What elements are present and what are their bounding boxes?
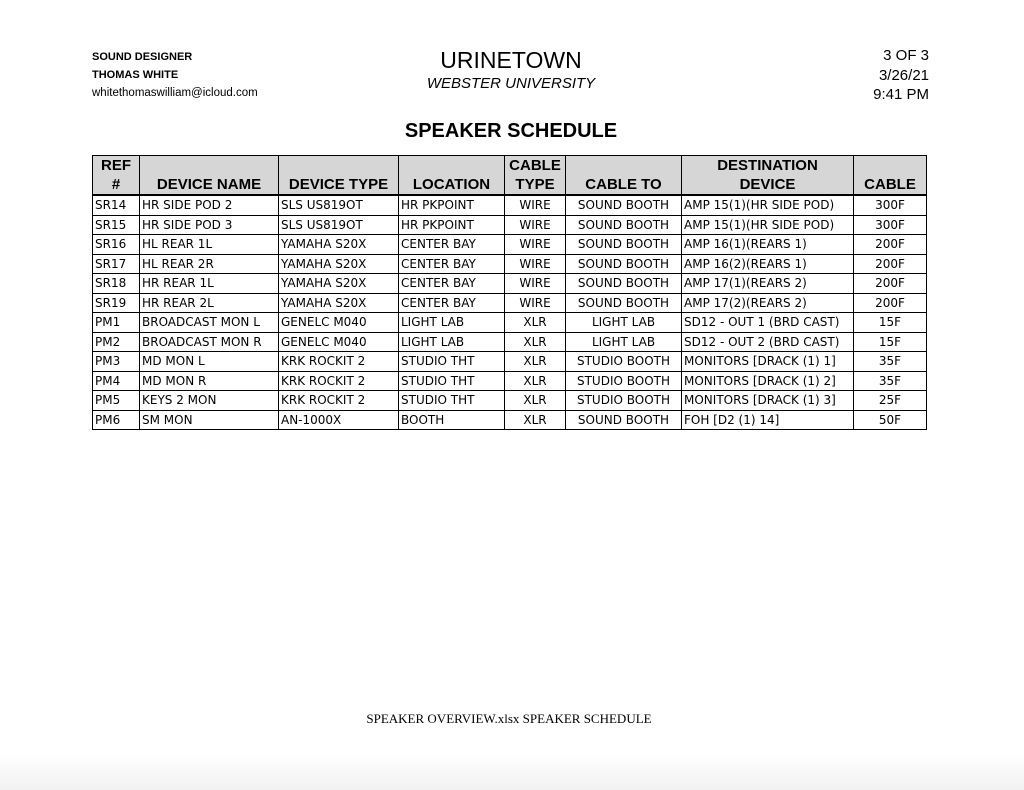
- col-ref-cell: SR18: [93, 274, 140, 294]
- col-device-name-header-line2: DEVICE NAME: [156, 176, 262, 193]
- col-cable-to-cell: SOUND BOOTH: [566, 195, 682, 215]
- col-device-type-cell: KRK ROCKIT 2: [279, 391, 399, 411]
- col-device-name-cell: HR SIDE POD 2: [140, 195, 279, 215]
- col-cable-type-cell: WIRE: [505, 293, 566, 313]
- table-row: [93, 332, 927, 352]
- table-row: [93, 293, 927, 313]
- col-device-type-cell: SLS US819OT: [279, 195, 399, 215]
- col-cable-type-cell: WIRE: [505, 215, 566, 235]
- col-cable-type-cell: XLR: [505, 313, 566, 333]
- col-location-cell: STUDIO THT: [399, 371, 505, 391]
- col-device-name-cell: HL REAR 1L: [140, 235, 279, 255]
- table-row: [93, 391, 927, 411]
- col-destination-device-cell: AMP 15(1)(HR SIDE POD): [682, 215, 854, 235]
- col-ref-cell: PM3: [93, 352, 140, 372]
- col-cable-to-cell: SOUND BOOTH: [566, 235, 682, 255]
- col-destination-device-cell: AMP 17(1)(REARS 2): [682, 274, 854, 294]
- col-destination-device-cell: MONITORS [DRACK (1) 1]: [682, 352, 854, 372]
- page-number: 3 OF 3: [883, 47, 929, 64]
- col-device-name-cell: HR REAR 2L: [140, 293, 279, 313]
- show-title-block: [380, 45, 642, 93]
- col-cable-type-cell: XLR: [505, 332, 566, 352]
- col-location-cell: HR PKPOINT: [399, 195, 505, 215]
- designer-role: SOUND DESIGNER: [92, 51, 193, 63]
- col-device-name-header-line1: [142, 156, 276, 175]
- col-device-name-header: [140, 156, 279, 196]
- col-cable-type-cell: WIRE: [505, 195, 566, 215]
- col-destination-device-cell: AMP 16(1)(REARS 1): [682, 235, 854, 255]
- col-location-cell: CENTER BAY: [399, 235, 505, 255]
- col-device-type-cell: SLS US819OT: [279, 215, 399, 235]
- speaker-schedule-table: [92, 155, 927, 430]
- col-destination-device-header: [682, 156, 854, 196]
- col-cable-to-cell: SOUND BOOTH: [566, 293, 682, 313]
- page-meta: [873, 46, 929, 105]
- col-destination-device-cell: SD12 - OUT 2 (BRD CAST): [682, 332, 854, 352]
- col-device-name-cell: HR SIDE POD 3: [140, 215, 279, 235]
- col-device-type-header-line1: [281, 156, 396, 175]
- col-location-header-line1: [401, 156, 502, 175]
- col-ref-cell: SR16: [93, 235, 140, 255]
- col-device-name-cell: SM MON: [140, 410, 279, 430]
- venue-name: WEBSTER UNIVERSITY: [426, 75, 596, 92]
- col-ref-cell: PM6: [93, 410, 140, 430]
- col-device-name-cell: HR REAR 1L: [140, 274, 279, 294]
- table-row: [93, 274, 927, 294]
- col-device-name-cell: BROADCAST MON R: [140, 332, 279, 352]
- col-device-name-cell: HL REAR 2R: [140, 254, 279, 274]
- col-device-name-cell: BROADCAST MON L: [140, 313, 279, 333]
- col-cable-type-header-line2: TYPE: [515, 176, 555, 193]
- col-device-type-cell: YAMAHA S20X: [279, 254, 399, 274]
- col-destination-device-cell: AMP 17(2)(REARS 2): [682, 293, 854, 313]
- col-cable-to-cell: SOUND BOOTH: [566, 410, 682, 430]
- col-location-cell: LIGHT LAB: [399, 332, 505, 352]
- col-device-name-cell: MD MON R: [140, 371, 279, 391]
- col-location-cell: CENTER BAY: [399, 254, 505, 274]
- col-device-type-cell: GENELC M040: [279, 332, 399, 352]
- col-ref-cell: PM1: [93, 313, 140, 333]
- col-location-cell: HR PKPOINT: [399, 215, 505, 235]
- col-device-type-cell: KRK ROCKIT 2: [279, 352, 399, 372]
- col-ref-cell: PM2: [93, 332, 140, 352]
- col-cable-to-header: [566, 156, 682, 196]
- table-row: [93, 195, 927, 215]
- col-cable-type-cell: WIRE: [505, 254, 566, 274]
- col-cable-type-cell: WIRE: [505, 235, 566, 255]
- col-cable-cell: 15F: [854, 313, 927, 333]
- col-ref-cell: SR15: [93, 215, 140, 235]
- col-destination-device-header-line1: DESTINATION: [717, 157, 818, 174]
- col-device-type-cell: AN-1000X: [279, 410, 399, 430]
- col-ref-header-line2: #: [111, 176, 121, 193]
- col-device-type-cell: GENELC M040: [279, 313, 399, 333]
- col-cable-to-cell: STUDIO BOOTH: [566, 371, 682, 391]
- col-cable-cell: 35F: [854, 371, 927, 391]
- col-location-cell: BOOTH: [399, 410, 505, 430]
- designer-name: THOMAS WHITE: [92, 69, 179, 81]
- col-cable-to-cell: LIGHT LAB: [566, 313, 682, 333]
- col-ref-cell: SR17: [93, 254, 140, 274]
- col-location-header: [399, 156, 505, 196]
- col-location-cell: CENTER BAY: [399, 293, 505, 313]
- col-cable-to-cell: STUDIO BOOTH: [566, 391, 682, 411]
- table-row: [93, 371, 927, 391]
- designer-info: [92, 48, 258, 102]
- col-cable-type-header: [505, 156, 566, 196]
- col-location-cell: LIGHT LAB: [399, 313, 505, 333]
- col-cable-cell: 200F: [854, 274, 927, 294]
- col-cable-header: [854, 156, 927, 196]
- col-ref-cell: PM4: [93, 371, 140, 391]
- col-destination-device-cell: MONITORS [DRACK (1) 3]: [682, 391, 854, 411]
- table-header-row: [93, 156, 927, 196]
- col-cable-to-cell: SOUND BOOTH: [566, 254, 682, 274]
- print-date: 3/26/21: [878, 66, 929, 84]
- col-cable-cell: 35F: [854, 352, 927, 372]
- col-location-header-line2: LOCATION: [412, 176, 491, 193]
- col-location-cell: STUDIO THT: [399, 391, 505, 411]
- col-cable-to-header-line1: [568, 156, 679, 175]
- col-cable-to-cell: LIGHT LAB: [566, 332, 682, 352]
- col-cable-header-line2: CABLE: [864, 176, 916, 193]
- col-cable-cell: 300F: [854, 195, 927, 215]
- col-device-type-header: [279, 156, 399, 196]
- col-destination-device-cell: MONITORS [DRACK (1) 2]: [682, 371, 854, 391]
- col-ref-header: [93, 156, 140, 196]
- col-cable-type-cell: XLR: [505, 371, 566, 391]
- col-cable-cell: 300F: [854, 215, 927, 235]
- col-ref-cell: SR19: [93, 293, 140, 313]
- col-cable-type-cell: XLR: [505, 391, 566, 411]
- col-cable-to-cell: SOUND BOOTH: [566, 215, 682, 235]
- col-cable-cell: 200F: [854, 293, 927, 313]
- col-ref-cell: PM5: [93, 391, 140, 411]
- col-destination-device-cell: AMP 16(2)(REARS 1): [682, 254, 854, 274]
- print-time: 9:41 PM: [873, 86, 929, 103]
- col-device-type-cell: YAMAHA S20X: [279, 235, 399, 255]
- col-location-cell: STUDIO THT: [399, 352, 505, 372]
- table-body: [93, 195, 927, 430]
- designer-email: whitethomaswilliam@icloud.com: [92, 87, 258, 99]
- col-destination-device-cell: AMP 15(1)(HR SIDE POD): [682, 195, 854, 215]
- col-cable-header-line1: [856, 156, 924, 175]
- col-cable-to-cell: SOUND BOOTH: [566, 274, 682, 294]
- col-cable-to-header-line2: CABLE TO: [585, 176, 662, 193]
- col-ref-cell: SR14: [93, 195, 140, 215]
- col-device-type-cell: YAMAHA S20X: [279, 274, 399, 294]
- page-footer: SPEAKER OVERVIEW.xlsx SPEAKER SCHEDULE: [366, 711, 652, 726]
- col-cable-to-cell: STUDIO BOOTH: [566, 352, 682, 372]
- col-cable-type-header-line1: CABLE: [509, 157, 561, 174]
- col-cable-cell: 200F: [854, 235, 927, 255]
- col-cable-cell: 15F: [854, 332, 927, 352]
- col-cable-cell: 50F: [854, 410, 927, 430]
- table-row: [93, 254, 927, 274]
- col-destination-device-cell: FOH [D2 (1) 14]: [682, 410, 854, 430]
- col-device-name-cell: MD MON L: [140, 352, 279, 372]
- col-cable-cell: 200F: [854, 254, 927, 274]
- col-ref-header-line1: REF: [101, 157, 131, 174]
- col-destination-device-header-line2: DEVICE: [739, 176, 796, 193]
- col-location-cell: CENTER BAY: [399, 274, 505, 294]
- table-row: [93, 235, 927, 255]
- col-cable-type-cell: WIRE: [505, 274, 566, 294]
- col-device-type-header-line2: DEVICE TYPE: [288, 176, 389, 193]
- table-row: [93, 410, 927, 430]
- col-device-type-cell: YAMAHA S20X: [279, 293, 399, 313]
- col-device-type-cell: KRK ROCKIT 2: [279, 371, 399, 391]
- table-row: [93, 352, 927, 372]
- table-row: [93, 313, 927, 333]
- col-cable-type-cell: XLR: [505, 352, 566, 372]
- col-cable-type-cell: XLR: [505, 410, 566, 430]
- col-device-name-cell: KEYS 2 MON: [140, 391, 279, 411]
- show-title: URINETOWN: [440, 47, 582, 73]
- col-destination-device-cell: SD12 - OUT 1 (BRD CAST): [682, 313, 854, 333]
- schedule-title: SPEAKER SCHEDULE: [404, 120, 618, 142]
- table-row: [93, 215, 927, 235]
- col-cable-cell: 25F: [854, 391, 927, 411]
